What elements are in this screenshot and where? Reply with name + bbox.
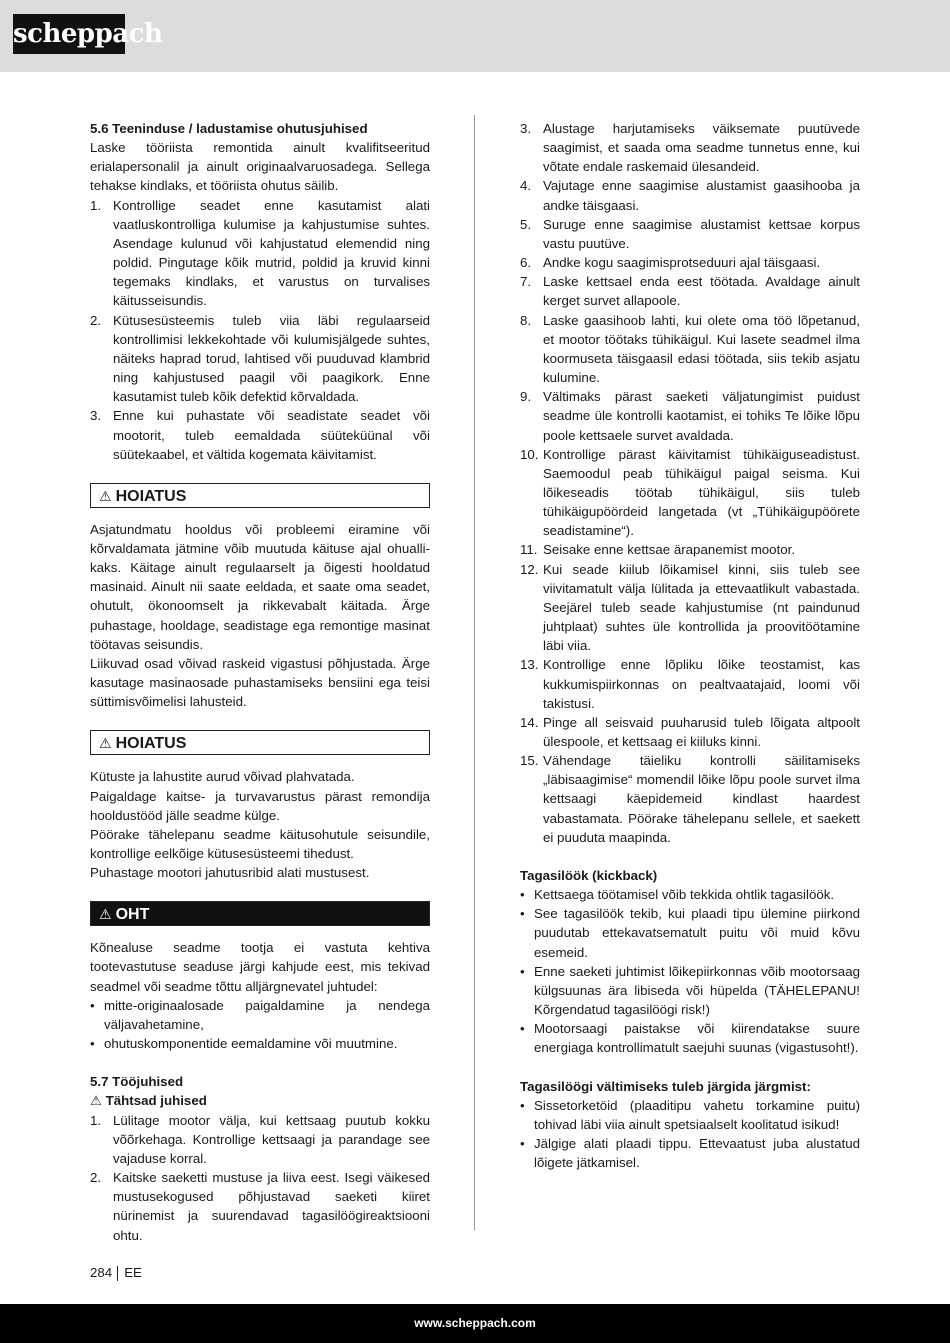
list-item: 14. Pinge all seisvaid puuharusid tuleb lõigata altpoolt ülespoole, et kettsaag ei kiiluks kinni. <box>520 714 860 749</box>
right-column <box>520 119 860 1172</box>
list-item: • Sissetorketöid (plaaditipu vahetu torkamine puitu) tohivad läbi viia ainult spetsiaalselt koolitatud isikud! <box>520 1097 860 1132</box>
danger-box: ⚠ OHT <box>90 901 430 926</box>
section-5-7-subtitle: ⚠ Tähtsad juhised <box>90 1093 207 1109</box>
list-item: 4. Vajutage enne saagimise alustamist gaasihooba ja andke täisgaasi. <box>520 178 860 213</box>
kickback-list <box>520 885 860 1057</box>
list-item: 2. Kütusesüsteemis tuleb viia läbi regulaarseid kontrollimisi lekkekohtade või kulumisjälgede suhtes, näiteks haprad torud, lahtised või puuduvad klambrid ning kahjustused paagil või paagikork. Enne kasutamist tuleb kõik defektid kõrvaldada. <box>90 312 430 405</box>
list-item: 9. Vältimaks pärast saeketi väljatungimist puidust seadme üle kontrolli kaotamist, ei tohiks Te lõike lõpu poole kettsaele survet avaldada. <box>520 389 860 443</box>
list-item: 11. Seisake enne kettsae ärapanemist mootor. <box>520 542 796 558</box>
section-5-6-intro: Laske tööriista remontida ainult kvalifitseeritud erialapersonalil ja ainult originaalvaruosadega. Sellega tehakse kindlaks, et tööriista ohutus säilib. <box>90 140 430 194</box>
kickback-avoid-list <box>520 1096 860 1173</box>
danger-list <box>90 996 430 1053</box>
list-item: 12. Kui seade kiilub lõikamisel kinni, siis tuleb see viivitamatult välja lülitada ja ettevaatlikult vabastada. Seejärel tuleb seade kahjustumise (nt paindunud juhtplaat) suhtes üle kontrollida ja proovitöötamine läbi viia. <box>520 561 860 654</box>
page-number: 284 EE <box>90 1265 142 1280</box>
list-item: 6. Andke kogu saagimisprotseduuri ajal täisgaasi. <box>520 255 821 271</box>
warning-2-text-2: Paigaldage kaitse- ja turvavarustus pärast remondija hooldustööd jälle seadme külge. <box>90 788 430 823</box>
list-item: • Enne saeketi juhtimist lõikepiirkonnas võib mootorsaag külgsuunas ära libiseda või hüpelda (TÄHELEPANU! Kõrgendatud tagasilöögi risk!) <box>520 963 860 1018</box>
column-divider <box>474 115 475 1230</box>
kickback-title: Tagasilöök (kickback) <box>520 867 658 883</box>
list-item: 10. Kontrollige pärast käivitamist tühikäiguseadistust. Saemoodul peab tühikäigul paigal seisma. Kui lõikeseadis töötab tühikäigul, siis tuleb tühikäigupöördeid langetada (vt „Tühikäigupöörete seadistamine“). <box>520 446 860 539</box>
warning-1-text: Asjatundmatu hooldus või probleemi eiramine või kõrvaldamata jätmine võib muutuda käituse ajal ohuallikaks. Käitage ainult regulaarselt ja õigesti hooldatud masinaid. Ainult nii saate eeldada, et saate oma seadet, ohutult, ökonoomselt ja rikkevabalt käitada. Ärge puhastage, hooldage, seadistage ega remontige masinat töötavas seisundis. <box>90 521 430 652</box>
list-item: 13. Kontrollige enne lõpliku lõike teostamist, kas kukkumispiirkonnas on pealtvaatajaid, loomi või takistusi. <box>520 657 860 711</box>
danger-text: Kõnealuse seadme tootja ei vastuta kehtiva tootevastutuse seaduse järgi kahjude eest, mis tekivad seadmel või seadme tõttu alljärgnevatel juhtudel: <box>90 940 430 994</box>
danger-triangle-icon: ⚠ <box>99 906 112 923</box>
section-5-6-list <box>90 196 430 464</box>
website-url: www.scheppach.com <box>414 1316 536 1330</box>
section-5-7-list <box>90 1111 430 1245</box>
left-column <box>90 119 430 1245</box>
list-item: • See tagasilöök tekib, kui plaadi tipu ülemine piirkond puudutab ettekavatsematult puitu või muid kõvu esemeid. <box>520 906 860 960</box>
list-item: • Mootorsaagi paistakse või kiirendatakse suure energiaga kontrollimatult saejuhi suunas (vigastusoht!). <box>520 1021 860 1056</box>
list-item: • Kettsaega töötamisel võib tekkida ohtlik tagasilöök. <box>520 887 835 903</box>
list-item: • ohutuskomponentide eemaldamine või muutmine. <box>90 1036 398 1052</box>
warning-2-text-1: Kütuste ja lahustite aurud võivad plahvatada. <box>90 769 355 785</box>
scheppach-logo: scheppach <box>13 14 125 54</box>
list-item: • Jälgige alati plaadi tippu. Ettevaatust juba alustatud lõigete jätkamisel. <box>520 1135 860 1171</box>
list-item: 1. Lülitage mootor välja, kui kettsaag puutub kokku võõrkehaga. Kontrollige kettsaagi ja parandage see vajaduse korral. <box>90 1112 430 1166</box>
list-item: 1. Kontrollige seadet enne kasutamist alati vaatluskontrolliga kulumise ja kahjustumise suhtes. Asendage kulunud või kahjustatud elemendid ning poldid. Pingutage kõik mutrid, poldid ja kruvid kinni tegemaks kindlaks, et varustus on turvalises käitusseisundis. <box>90 197 430 309</box>
warning-2-text-4: Puhastage mootori jahutusribid alati mustusest. <box>90 865 370 881</box>
warning-box-2: ⚠ HOIATUS <box>90 730 430 755</box>
warning-triangle-icon: ⚠ <box>90 1093 106 1109</box>
list-item: 15. Vähendage täieliku kontrolli säilitamiseks „läbisaagimise“ momendil lõike lõpu poole survet ilma kettsaagi käepidemeid kindlast haardest vabastamata. Pöörake tähelepanu sellele, et saekett ei puuduta maapinda. <box>520 753 860 845</box>
kickback-avoid-title: Tagasilöögi vältimiseks tuleb järgida järgmist: <box>520 1078 811 1094</box>
warning-1-text-2: Liikuvad osad võivad raskeid vigastusi põhjustada. Ärge kasutage masinaosade puhastamiseks bensiini ega teisi süttimisvõimelisi lahusteid. <box>90 655 430 710</box>
warning-triangle-icon: ⚠ <box>99 735 112 752</box>
list-item: 3. Enne kui puhastate või seadistate seadet või mootorit, tuleb eemaldada süüteküünal või süütekaabel, et vältida kogemata käivitamist. <box>90 408 430 462</box>
list-item: 7. Laske kettsael enda eest töötada. Avaldage ainult kerget survet allapoole. <box>520 274 860 309</box>
section-5-6-title: 5.6 Teeninduse / ladustamise ohutusjuhised <box>90 121 368 136</box>
list-item: 5. Suruge enne saagimise alustamist kettsae korpus vastu puutüve. <box>520 216 860 251</box>
work-instructions-list <box>520 119 860 847</box>
warning-2-text-3: Pöörake tähelepanu seadme käitusohutule seisundile, kontrollige eelkõige kütusesüsteemi tihedust. <box>90 826 430 861</box>
list-item: 8. Laske gaasihoob lahti, kui olete oma töö lõpetanud, et mootor töötaks tühikäigul. Kui lasete seadmel ilma koormuseta täisgaasil edasi töötada, siis tekib asjatu kulumine. <box>520 312 860 386</box>
list-item: 3. Alustage harjutamiseks väiksemate puutüvede saagimist, et saada oma seadme tunnetus enne, kui võtate endale raskemaid ülesandeid. <box>520 121 860 175</box>
language-code: EE <box>124 1265 142 1280</box>
list-item: • mitte-originaalosade paigaldamine ja nendega väljavahetamine, <box>90 997 430 1032</box>
warning-triangle-icon: ⚠ <box>99 487 112 504</box>
list-item: 2. Kaitske saeketti mustuse ja liiva eest. Isegi väikesed mustusekogused põhjustavad saeketi kiiret nürinemist ja suurendavad tagasilöögireaktsiooni ohtu. <box>90 1170 430 1243</box>
section-5-7-title: 5.7 Tööjuhised <box>90 1074 184 1090</box>
page-header <box>0 0 950 72</box>
warning-box-1: ⚠ HOIATUS <box>90 483 430 508</box>
